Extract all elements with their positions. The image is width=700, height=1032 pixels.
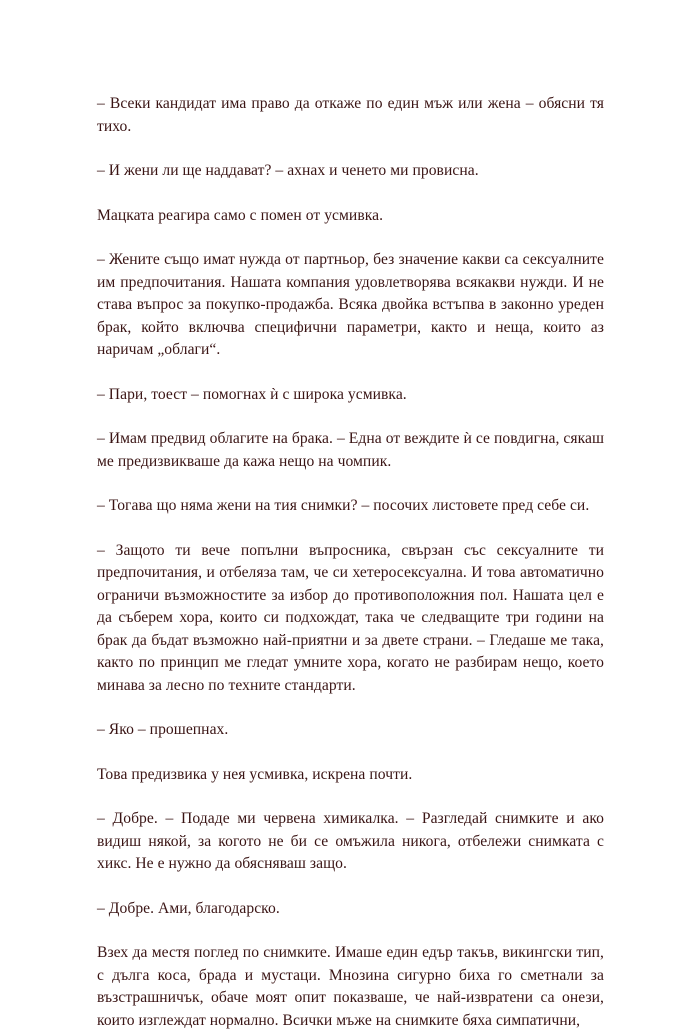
paragraph-12: – Добре. Ами, благодарско. — [97, 899, 280, 917]
paragraph-5: – Пари, тоест – помогнах ѝ с широка усмивка. — [97, 385, 407, 403]
paragraph-8: – Защото ти вече попълни въпросника, свързан със сексуалните ти предпочитания, и отбеляза там, че си хетеросексуална. И това автоматично ограничи възможностите за избор до противоположния пол. Нашата цел е да съберем хора, които си подхождат, така че следващите три години на брак да бъдат възможно най-приятни и за двете страни. – Гледаше ме така, както по принцип ме гледат умните хора, когато не разбирам нещо, което минава за лесно по техните стандарти. — [97, 541, 604, 694]
paragraph-7: – Тогава що няма жени на тия снимки? – посочих листовете пред себе си. — [97, 497, 590, 514]
paragraph-11: – Добре. – Подаде ми червена химикалка. – Разгледай снимките и ако видиш някой, за когото не би се омъжила никога, отбележи снимката с хикс. Не е нужно да обясняваш защо. — [97, 810, 604, 872]
paragraph-6: – Имам предвид облагите на брака. – Една от веждите ѝ се повдигна, сякаш ме предизвикваше да кажа нещо на чомпик. — [97, 430, 604, 470]
paragraph-10: Това предизвика у нея усмивка, искрена почти. — [97, 765, 413, 783]
paragraph-9: – Яко – прошепнах. — [97, 721, 229, 738]
paragraph-2: – И жени ли ще наддават? – ахнах и ченето ми провисна. — [97, 162, 479, 179]
paragraph-4: – Жените също имат нужда от партньор, без значение какви са сексуалните им предпочитания. Нашата компания удовлетворява всякакви нужди. И не става въпрос за покупко-продажба. Всяка двойка встъпва в законно уреден брак, който включва специфични параметри, както и неща, които аз наричам „облаги“. — [97, 251, 604, 358]
paragraph-3: Мацката реагира само с помен от усмивка. — [97, 206, 384, 224]
paragraph-1: – Всеки кандидат има право да откаже по един мъж или жена – обясни тя тихо. — [97, 95, 604, 135]
paragraph-13: Взех да местя поглед по снимките. Имаше един едър такъв, викингски тип, с дълга коса, брада и мустаци. Мнозина сигурно биха го сметнали за възстрашничък, обаче моят опит показваше, че най-извратени са онези, които изглеждат нормално. Всички мъже на снимките бяха симпатични, — [97, 944, 604, 1029]
